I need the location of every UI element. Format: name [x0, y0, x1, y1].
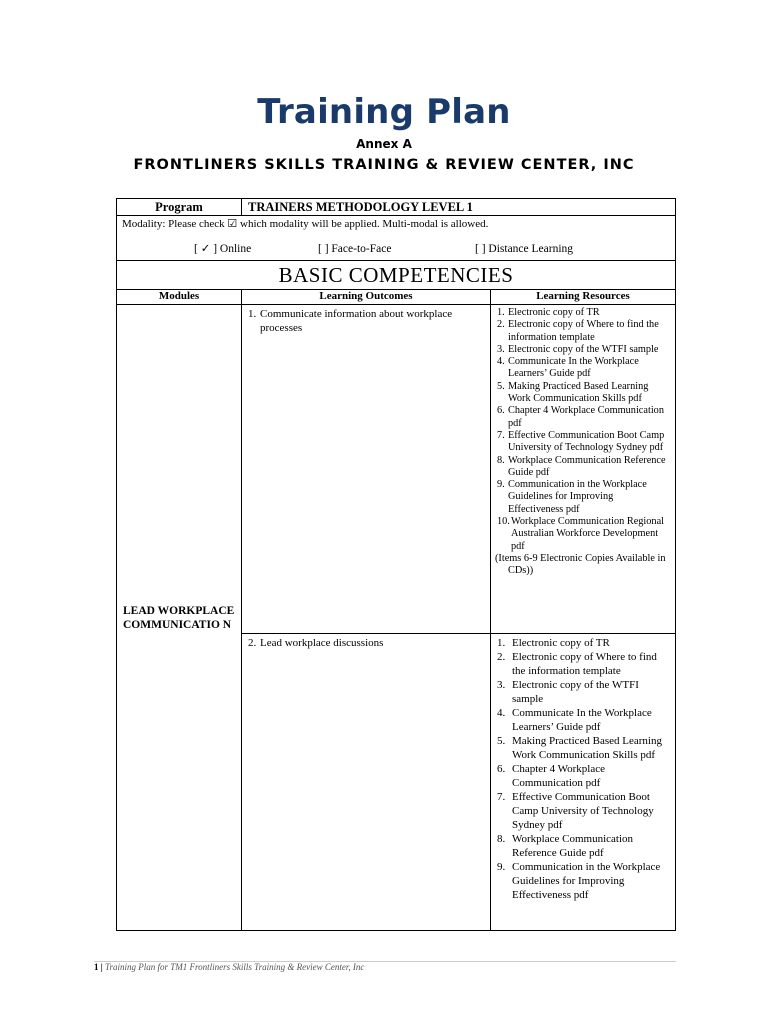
- outcome-number: 2.: [248, 637, 257, 649]
- learning-outcome: [242, 305, 491, 634]
- learning-outcome: [242, 634, 491, 931]
- resource-number: 3.: [497, 679, 506, 691]
- resource-text: Electronic copy of Where to find the information template: [512, 651, 657, 677]
- resource-note: (Items 6-9 Electronic Copies Available in CDs)): [495, 552, 666, 577]
- modality-face-to-face: [ ] Face-to-Face: [318, 243, 392, 255]
- modality-cell: [117, 216, 676, 261]
- resource-text: Workplace Communication Reference Guide pdf: [512, 833, 633, 859]
- resource-text: Making Practiced Based Learning Work Communication Skills pdf: [512, 735, 662, 761]
- resource-text: Electronic copy of the WTFI sample: [508, 343, 659, 355]
- resource-text: Electronic copy of Where to find the information template: [508, 319, 659, 343]
- learning-resources: [491, 305, 676, 634]
- outcome-text: Lead workplace discussions: [260, 637, 384, 649]
- resource-text: Communication in the Workplace Guidelines for Improving Effectiveness pdf: [508, 479, 647, 515]
- program-row: [117, 199, 676, 216]
- resource-text: Communicate In the Workplace Learners’ Guide pdf: [508, 356, 639, 380]
- resource-text: Chapter 4 Workplace Communication pdf: [508, 405, 664, 429]
- resource-text: Workplace Communication Regional Australian Workforce Development pdf: [511, 516, 665, 552]
- outcome-text: Communicate information about workplace processes: [260, 308, 453, 334]
- column-header-modules: Modules: [117, 290, 242, 305]
- document-title: Training Plan: [257, 92, 511, 132]
- resource-number: 1.: [497, 637, 506, 649]
- outcome-number: 1.: [248, 308, 257, 320]
- page-number: 1 |: [94, 962, 103, 972]
- learning-resources: [491, 634, 676, 931]
- program-label: Program: [117, 199, 242, 216]
- column-header-outcomes: Learning Outcomes: [242, 290, 491, 305]
- modality-options: [122, 243, 670, 256]
- modality-row: [117, 216, 676, 261]
- resource-text: Communication in the Workplace Guidelines for Improving Effectiveness pdf: [512, 861, 661, 901]
- resource-text: Effective Communication Boot Camp University of Technology Sydney pdf: [512, 791, 654, 831]
- resource-text: Workplace Communication Reference Guide pdf: [508, 454, 666, 478]
- column-header-row: [117, 290, 676, 305]
- resource-number: 8.: [497, 833, 506, 845]
- resource-text: Making Practiced Based Learning Work Communication Skills pdf: [508, 380, 649, 405]
- section-title: BASIC COMPETENCIES: [117, 261, 676, 290]
- training-plan-table: [116, 198, 676, 931]
- footer-text: Training Plan for TM1 Frontliners Skills Training & Review Center, Inc: [104, 962, 365, 972]
- organization-name: FRONTLINERS SKILLS TRAINING & REVIEW CENTER, INC: [133, 157, 635, 173]
- resource-number: 9.: [497, 479, 505, 491]
- resource-number: 6.: [497, 763, 506, 775]
- resource-text: Electronic copy of the WTFI sample: [512, 679, 639, 705]
- modality-instruction: Modality: Please check ☑ which modality will be applied. Multi-modal is allowed.: [122, 218, 489, 230]
- resource-number: 9.: [497, 861, 506, 873]
- resource-text: Chapter 4 Workplace Communication pdf: [512, 763, 605, 789]
- resource-text: Communicate In the Workplace Learners’ Guide pdf: [512, 707, 652, 733]
- resource-text: Electronic copy of TR: [512, 637, 610, 649]
- column-header-resources: Learning Resources: [491, 290, 676, 305]
- module-name: LEAD WORKPLACE COMMUNICATIO N: [117, 305, 242, 931]
- resource-number: 7.: [497, 791, 506, 803]
- resource-number: 2.: [497, 651, 506, 663]
- resource-number: 7.: [497, 429, 505, 441]
- modality-online: [ ✓ ] Online: [194, 243, 252, 255]
- annex-label: Annex A: [356, 137, 412, 151]
- modality-distance-learning: [ ] Distance Learning: [475, 243, 574, 255]
- resource-number: 2.: [497, 319, 505, 331]
- resource-text: Effective Communication Boot Camp University of Technology Sydney pdf: [508, 429, 665, 454]
- program-value: TRAINERS METHODOLOGY LEVEL 1: [242, 199, 676, 216]
- resource-number: 3.: [497, 343, 505, 355]
- resource-number: 6.: [497, 405, 505, 417]
- resource-number: 4.: [497, 707, 506, 719]
- resource-number: 5.: [497, 380, 505, 392]
- resource-number: 5.: [497, 735, 506, 747]
- page-footer: [94, 962, 364, 972]
- resource-text: Electronic copy of TR: [508, 307, 600, 318]
- resource-number: 8.: [497, 454, 505, 466]
- resource-number: 10.: [497, 516, 510, 528]
- section-title-row: [117, 261, 676, 290]
- resource-number: 1.: [497, 307, 505, 318]
- resource-number: 4.: [497, 356, 505, 368]
- table-row: [117, 305, 676, 634]
